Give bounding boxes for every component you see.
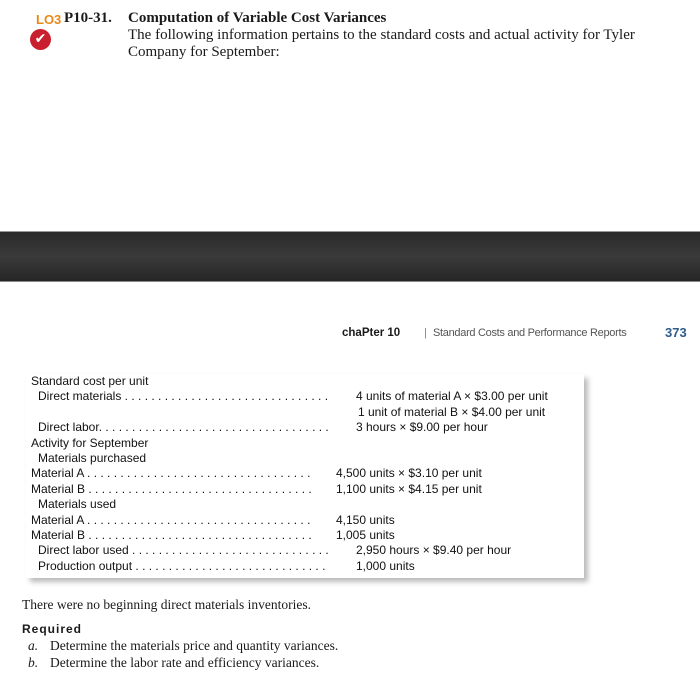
table-row-label: Material A . . . . . . . . . . . . . . . . . . . . . . . . . . . . . . . . . . <box>31 466 311 481</box>
item-marker: b. <box>28 655 39 670</box>
table-row-label: Direct labor. . . . . . . . . . . . . . . . . . . . . . . . . . . . . . . . . . . <box>38 420 329 435</box>
table-row-value: 2,950 hours × $9.40 per hour <box>356 543 512 558</box>
problem-title: Computation of Variable Cost Variances <box>128 10 387 26</box>
table-row-value: 1 unit of material B × $4.00 per unit <box>358 404 546 419</box>
learning-objective: LO3 <box>36 12 62 27</box>
problem-intro: The following information pertains to the standard costs and actual activity for Tyler Company for September: <box>128 27 635 60</box>
required-heading: Required <box>22 622 83 636</box>
table-row-value: 4 units of material A × $3.00 per unit <box>356 389 548 404</box>
page-number: 373 <box>665 325 687 340</box>
table-row-label: Direct materials . . . . . . . . . . . . . . . . . . . . . . . . . . . . . . . <box>38 389 329 404</box>
table-row-value: 4,150 units <box>336 512 395 527</box>
check-icon: ✔ <box>30 29 51 50</box>
table-row-label: Activity for September <box>31 435 149 450</box>
table-row-label: Production output . . . . . . . . . . . . . . . . . . . . . . . . . . . . . <box>38 558 326 573</box>
table-row-label: Material A . . . . . . . . . . . . . . . . . . . . . . . . . . . . . . . . . . <box>31 512 311 527</box>
table-row-value: 1,000 units <box>356 558 415 573</box>
problem-number: P10-31. <box>64 10 112 26</box>
required-item: Determine the materials price and quantity variances. <box>50 638 339 653</box>
table-row-value: 4,500 units × $3.10 per unit <box>336 466 482 481</box>
table-row-value: 3 hours × $9.00 per hour <box>356 420 488 435</box>
table-row-value: 1,100 units × $4.15 per unit <box>336 481 482 496</box>
item-marker: a. <box>28 638 39 653</box>
table-row-label: Materials purchased <box>38 451 147 465</box>
table-row-label: Material B . . . . . . . . . . . . . . . . . . . . . . . . . . . . . . . . . . <box>31 528 312 542</box>
page-divider-bar <box>0 231 700 282</box>
header-separator: | <box>424 327 427 339</box>
table-row-value: 1,005 units <box>336 528 395 542</box>
table-row-label: Direct labor used . . . . . . . . . . . . . . . . . . . . . . . . . . . . . . <box>38 543 329 558</box>
section-title: Standard Costs and Performance Reports <box>433 327 627 339</box>
table-row-label: Material B . . . . . . . . . . . . . . . . . . . . . . . . . . . . . . . . . . <box>31 481 312 496</box>
table-row-label: Materials used <box>38 497 117 512</box>
table-row-label: Standard cost per unit <box>31 374 149 388</box>
note: There were no beginning direct materials inventories. <box>22 597 312 612</box>
required-item: Determine the labor rate and efficiency variances. <box>50 655 320 670</box>
chapter-label: chaPter 10 <box>342 327 401 339</box>
